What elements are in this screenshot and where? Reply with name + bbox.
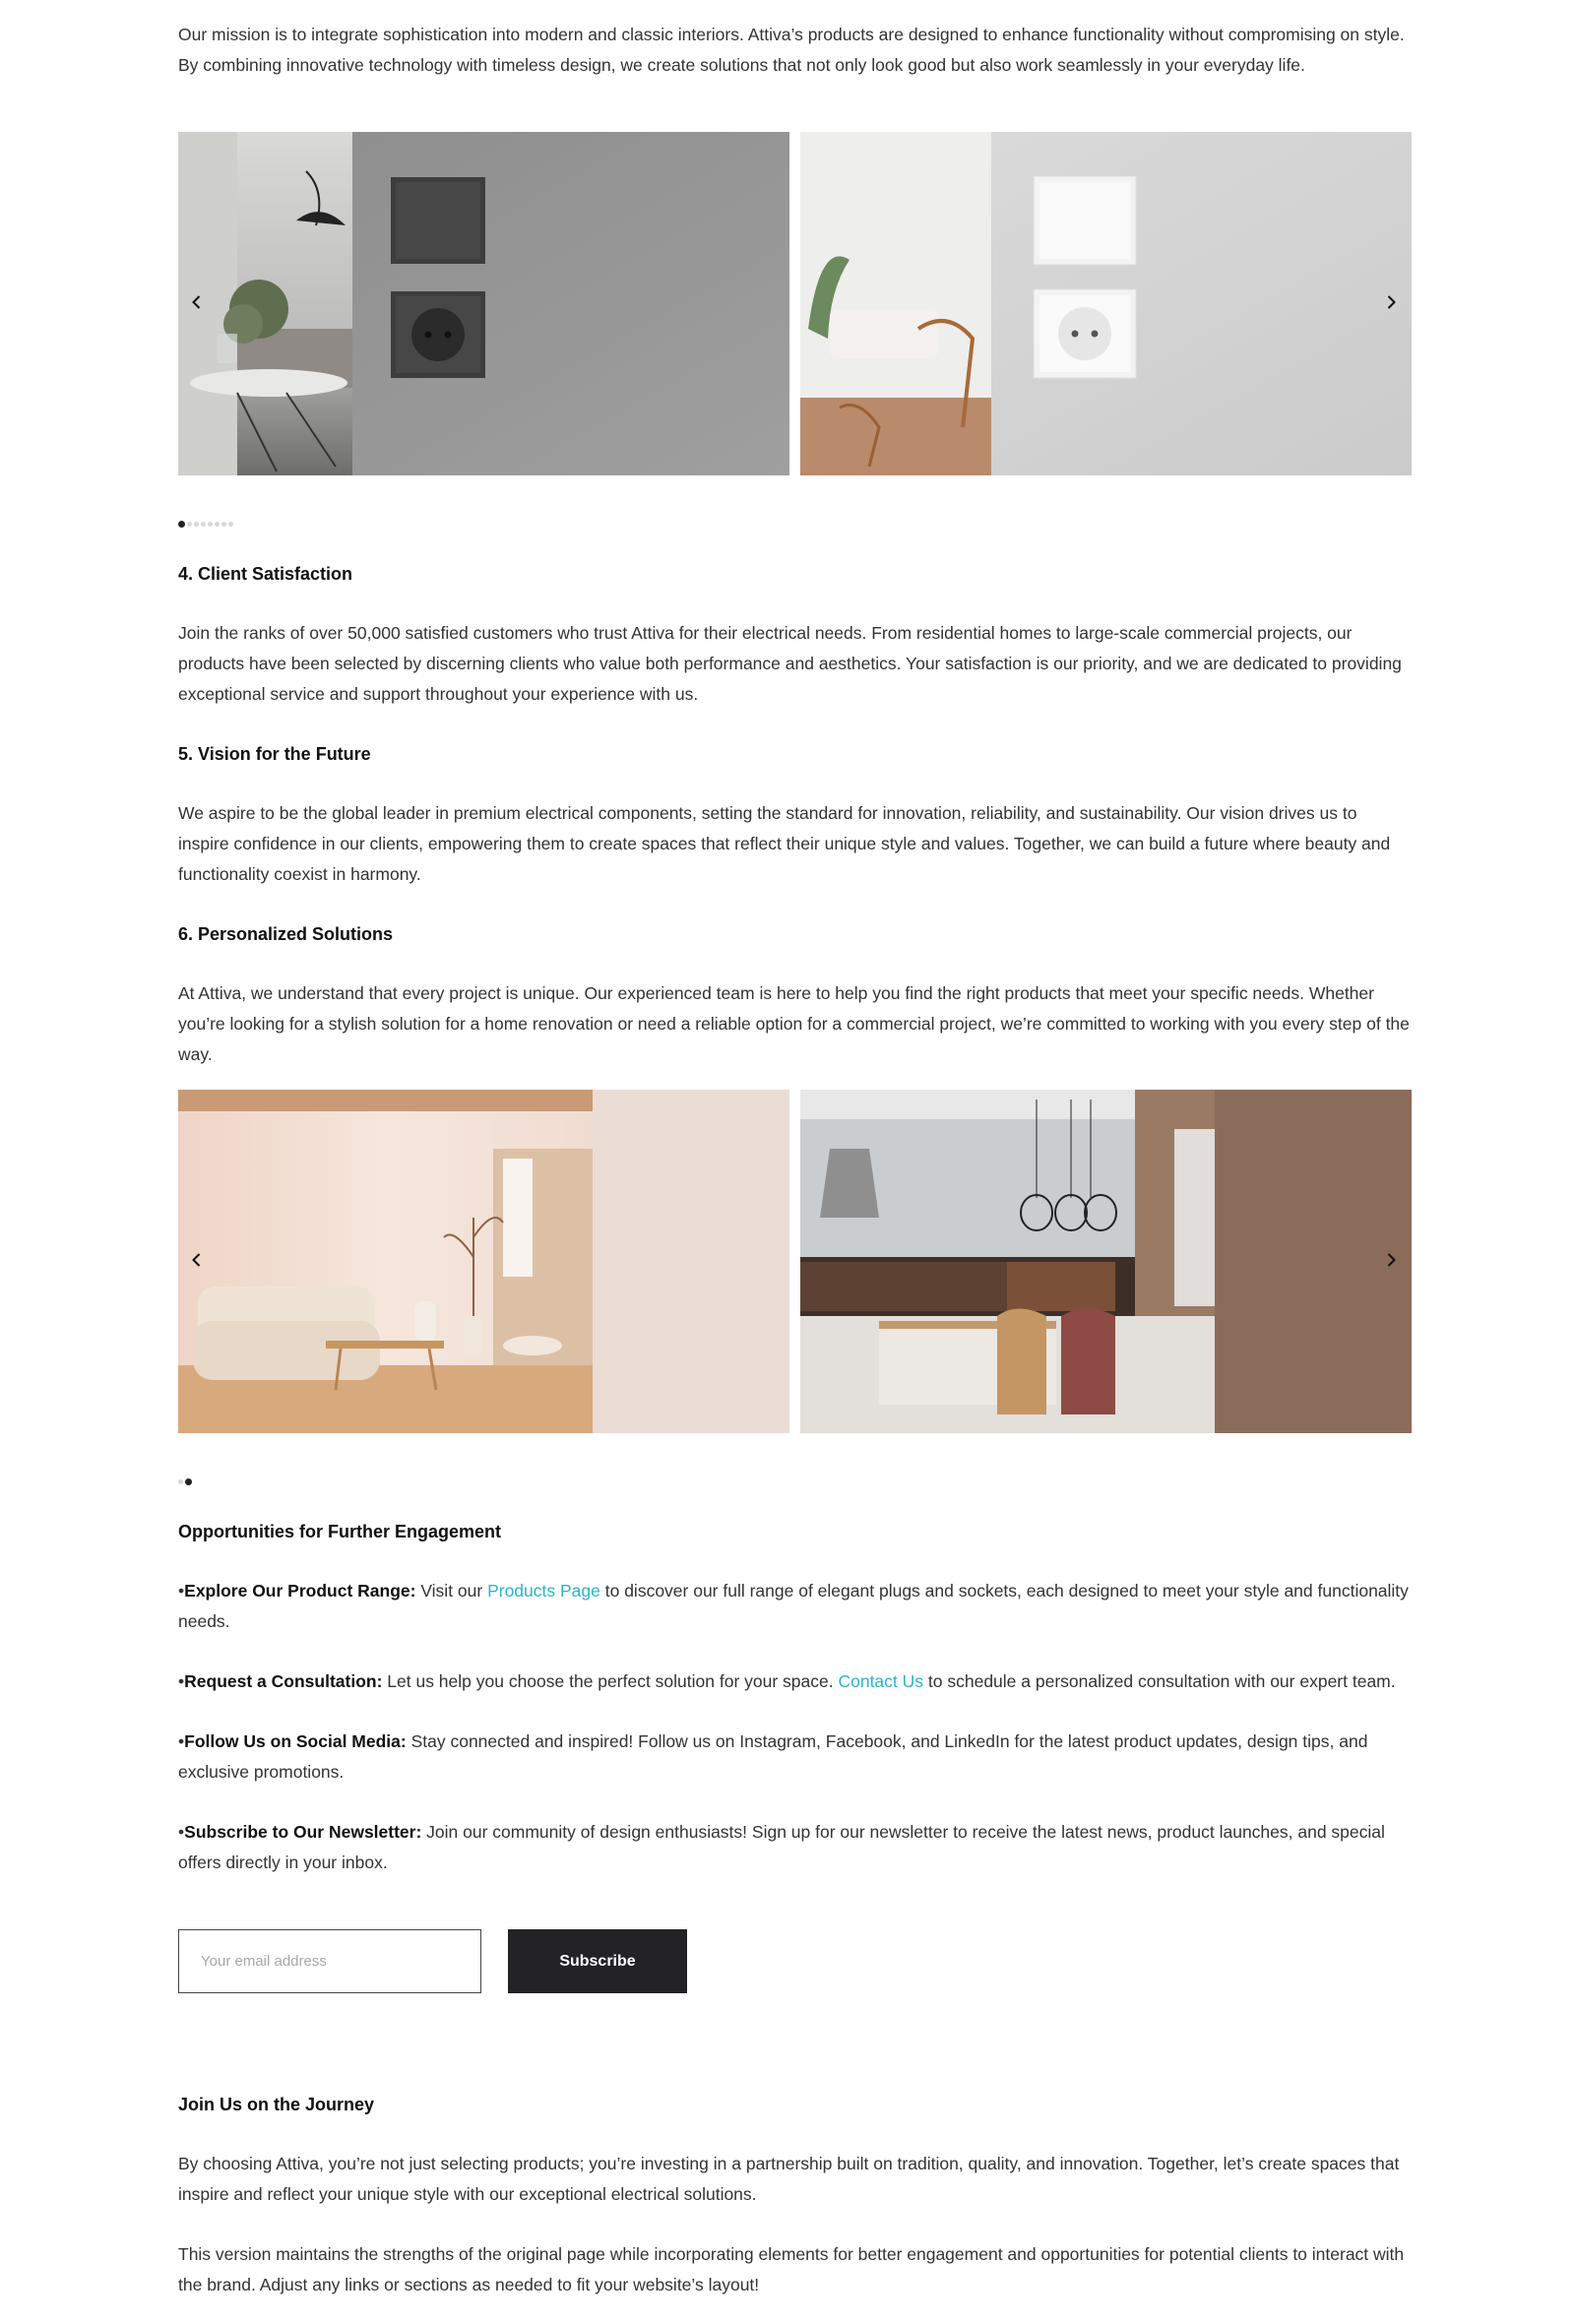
bullet: • (178, 1581, 185, 1601)
engagement-item (178, 1666, 1412, 1697)
dark-socket-image (178, 132, 789, 475)
bullet: • (178, 1671, 185, 1691)
journey-heading: Join Us on the Journey (178, 2095, 375, 2114)
carousel-1-pagination[interactable] (178, 520, 233, 528)
chevron-left-icon (189, 294, 205, 310)
carousel-2-pagination[interactable] (178, 1477, 192, 1485)
bullet: • (178, 1822, 185, 1842)
carousel-2-prev-button[interactable] (182, 1245, 212, 1275)
section-text-vision: We aspire to be the global leader in premium electrical components, setting the standard for innovation, reliability, and sustainability. Our vision drives us to inspire confidence in our clients, empowering them to create spaces that reflect their unique style and values. Together, we can build a future where beauty and functionality coexist in harmony. (178, 803, 1391, 884)
slide-living-room (178, 1090, 789, 1433)
pagination-dot[interactable] (228, 522, 233, 527)
slide-dark-socket (178, 132, 789, 475)
interior-carousel-2[interactable] (178, 1090, 1412, 1433)
section-text-client-satisfaction: Join the ranks of over 50,000 satisfied customers who trust Attiva for their electrical needs. From residential homes to large-scale commercial projects, our products have been selected by discerning clients who value both performance and aesthetics. Your satisfaction is our priority, and we are dedicated to providing exceptional service and support throughout your experience with us. (178, 623, 1402, 704)
engagement-item-lead: Explore Our Product Range: (184, 1581, 416, 1601)
engagement-item-lead: Request a Consultation: (184, 1671, 383, 1691)
pagination-dot[interactable] (215, 522, 220, 527)
carousel-1-next-button[interactable] (1376, 287, 1406, 317)
pagination-dot[interactable] (221, 522, 226, 527)
slide-kitchen (800, 1090, 1412, 1433)
product-carousel-1[interactable] (178, 132, 1412, 475)
engagement-heading: Opportunities for Further Engagement (178, 1522, 502, 1541)
carousel-2-next-button[interactable] (1376, 1245, 1406, 1275)
engagement-item (178, 1576, 1412, 1637)
journey-note: This version maintains the strengths of the original page while incorporating elements for better engagement and opportunities for potential clients to interact with the brand. Adjust any links or sections as needed to fit your website’s layout! (178, 2244, 1405, 2294)
section-heading-vision: 5. Vision for the Future (178, 744, 371, 764)
pagination-dot[interactable] (201, 522, 206, 527)
engagement-item-text: to schedule a personalized consultation with our expert team. (923, 1671, 1396, 1691)
engagement-item (178, 1727, 1412, 1788)
pagination-dot[interactable] (208, 522, 213, 527)
journey-text: By choosing Attiva, you’re not just selecting products; you’re investing in a partnership built on tradition, quality, and innovation. Together, let’s create spaces that inspire and reflect your unique style with our exceptional electrical solutions. (178, 2154, 1400, 2204)
pagination-dot[interactable] (187, 522, 192, 527)
engagement-item-text: Let us help you choose the perfect solution for your space. (382, 1671, 839, 1691)
section-heading-client-satisfaction: 4. Client Satisfaction (178, 564, 353, 584)
bullet: • (178, 1731, 185, 1751)
section-text-personalized: At Attiva, we understand that every project is unique. Our experienced team is here to help you find the right products that meet your specific needs. Whether you’re looking for a stylish solution for a home renovation or need a reliable option for a commercial project, we’re committed to working with you every step of the way. (178, 983, 1410, 1064)
pagination-dot[interactable] (194, 522, 199, 527)
chevron-right-icon (1383, 1252, 1399, 1268)
intro-paragraph: Our mission is to integrate sophistication into modern and classic interiors. Attiva’s products are designed to enhance functionality without compromising on style. By combining innovative technology with timeless design, we create solutions that not only look good but also work seamlessly in your everyday life. (178, 25, 1405, 75)
contact-us-link[interactable]: Contact Us (838, 1671, 924, 1691)
engagement-item-lead: Follow Us on Social Media: (184, 1731, 407, 1751)
white-socket-image (800, 132, 1412, 475)
kitchen-image (800, 1090, 1412, 1433)
pagination-dot[interactable] (185, 1478, 192, 1485)
pagination-dot[interactable] (178, 1479, 183, 1484)
engagement-item-lead: Subscribe to Our Newsletter: (184, 1822, 422, 1842)
slide-white-socket (800, 132, 1412, 475)
section-heading-personalized: 6. Personalized Solutions (178, 924, 394, 944)
engagement-item-text: to discover our full range of elegant plugs and sockets, each designed to meet your style and functionality needs. (178, 1581, 1409, 1631)
pagination-dot[interactable] (178, 521, 185, 528)
products-page-link[interactable]: Products Page (487, 1581, 600, 1601)
subscribe-button[interactable]: Subscribe (508, 1929, 687, 1993)
engagement-item (178, 1817, 1412, 1878)
engagement-item-text: Visit our (415, 1581, 488, 1601)
newsletter-email-input[interactable] (178, 1929, 481, 1993)
chevron-left-icon (189, 1252, 205, 1268)
engagement-item-text: Stay connected and inspired! Follow us on Instagram, Facebook, and LinkedIn for the latest product updates, design tips, and exclusive promotions. (178, 1731, 1368, 1782)
carousel-1-prev-button[interactable] (182, 287, 212, 317)
engagement-item-text: Join our community of design enthusiasts! Sign up for our newsletter to receive the latest news, product launches, and special offers directly in your inbox. (178, 1822, 1385, 1872)
living-room-image (178, 1090, 789, 1433)
chevron-right-icon (1383, 294, 1399, 310)
